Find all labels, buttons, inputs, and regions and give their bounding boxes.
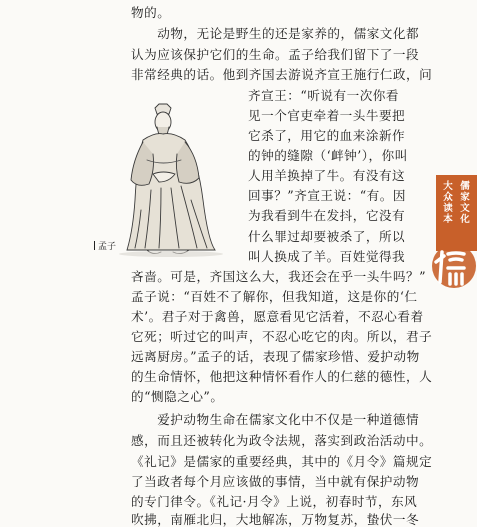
text-line: 感，而且还被转化为政令法规，落实到政治活动中。 — [131, 433, 433, 448]
mencius-illustration — [103, 100, 243, 260]
text-line: 非常经典的话。他到齐国去游说齐宣王施行仁政，问 — [131, 67, 433, 82]
text-line: 它死；听过它的叫声，不忍心吃它的肉。所以，君子 — [131, 329, 433, 344]
series-label-col2 — [459, 181, 471, 225]
series-label-text: 大众读本 — [443, 181, 453, 225]
text-line: 它杀了，用它的血来涂新作 — [248, 128, 406, 143]
caption-marker — [94, 241, 95, 250]
caption-text: 孟子 — [98, 242, 117, 252]
text-line: 吹拂，南雁北归，大地解冻，万物复苏，蛰伏一冬 — [131, 512, 420, 527]
text-line: 齐宣王：“听说有一次你看 — [248, 88, 399, 103]
calligraphy-ru-icon — [420, 226, 477, 296]
text-line: 的钟的缝隙（‘衅钟’），你叫 — [248, 148, 408, 163]
text-line: 叫人换成了羊。百姓觉得我 — [248, 249, 406, 264]
text-line: 远离厨房。”孟子的话，表现了儒家珍惜、爱护动物 — [131, 349, 420, 364]
text-line: 吝啬。可是，齐国这么大，我还会在乎一头牛吗？” — [131, 269, 427, 284]
text-line: 的生命情怀，他把这种情怀看作人的仁慈的德性，人 — [131, 369, 433, 384]
series-label-col1 — [442, 181, 454, 225]
text-line: 人用羊换掉了牛。有没有这 — [248, 168, 406, 183]
text-line: 术’。君子对于禽兽，愿意看见它活着，不忍心看着 — [131, 309, 424, 324]
series-label-text: 儒家文化 — [460, 181, 470, 225]
text-line: 动物，无论是野生的还是家养的，儒家文化都 — [131, 26, 420, 41]
text-line: 了当政者每个月应该做的事情，当中就有保护动物 — [131, 474, 420, 489]
text-line: 的“恻隐之心”。 — [131, 389, 224, 404]
illustration-caption — [94, 241, 116, 252]
text-line: 回事？”齐宣王说：“有。因 — [248, 188, 406, 203]
text-line: 《礼记》是儒家的重要经典，其中的《月令》篇规定 — [131, 454, 433, 469]
text-line: 认为应该保护它们的生命。孟子给我们留下了一段 — [131, 47, 420, 62]
text-line: 孟子说：“百姓不了解你，但我知道，这是你的‘仁 — [131, 289, 418, 304]
text-line: 的专门律令。《礼记·月令》上说，初春时节，东风 — [131, 494, 418, 509]
text-line: 什么罪过却要被杀了，所以 — [248, 229, 406, 244]
text-line: 物的。 — [131, 5, 171, 20]
text-line: 爱护动物生命在儒家文化中不仅是一种道德情 — [131, 412, 420, 427]
text-line: 为我看到牛在发抖，它没有 — [248, 208, 406, 223]
text-line: 见一个官吏牵着一头牛要把 — [248, 108, 406, 123]
